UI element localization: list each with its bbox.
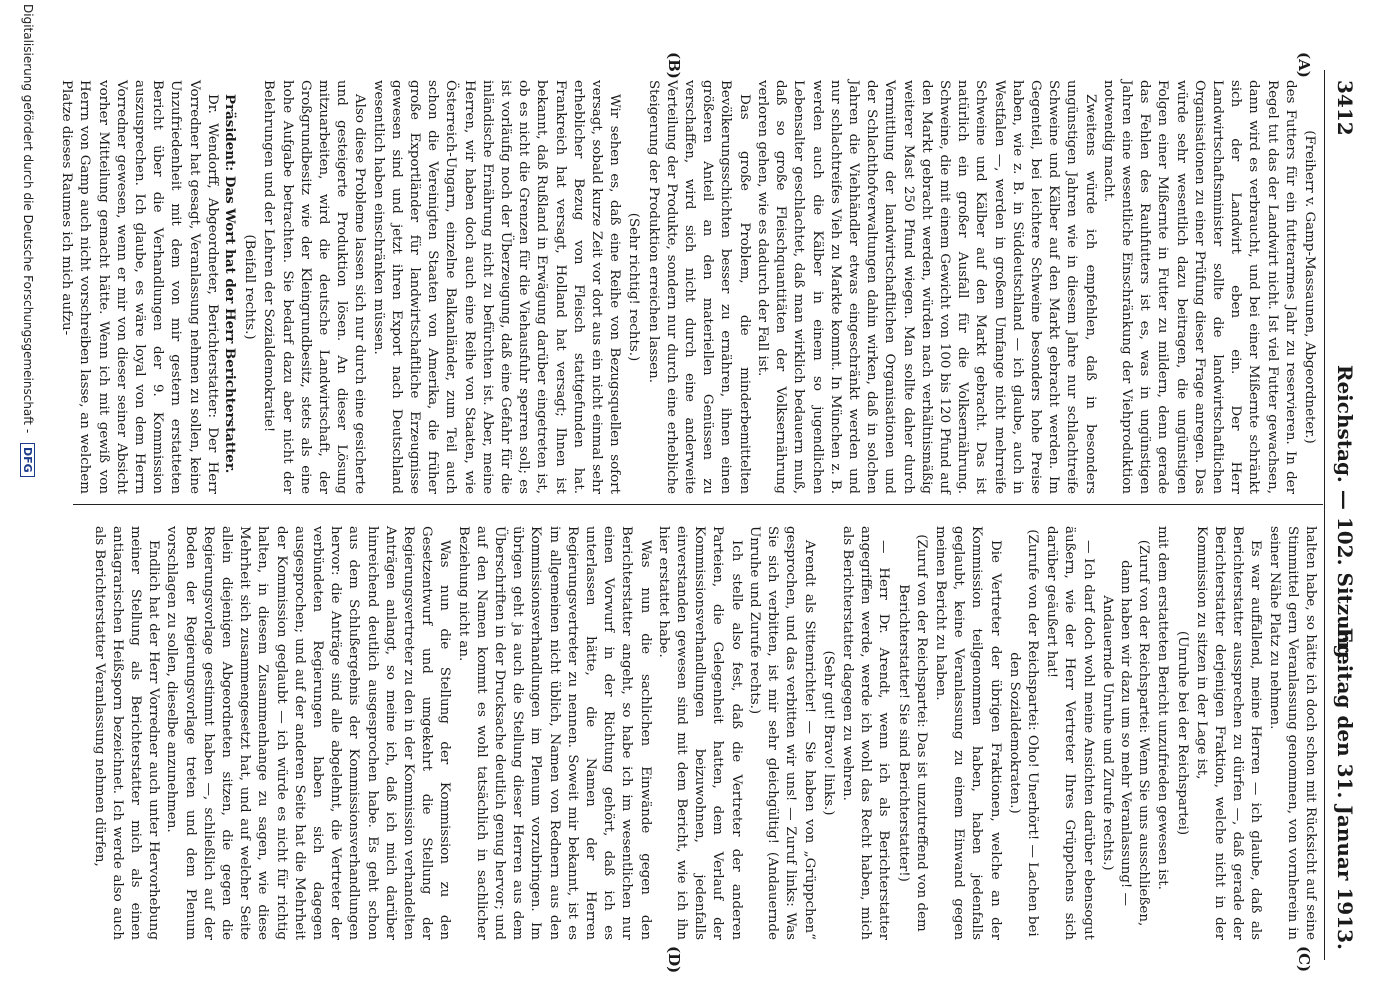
margin-marker-b: (B) <box>665 52 683 79</box>
interjection: (Beifall rechts.) <box>242 234 258 340</box>
footer-text: Digitalisierung gefördert durch die Deutsche Forschungsgemeinschaft - <box>21 4 35 434</box>
interjection: (Sehr gut! Bravo! links.) <box>820 650 836 816</box>
margin-marker-c: (C) <box>1295 946 1313 973</box>
right-column <box>79 526 1319 940</box>
interjection: (Sehr richtig! rechts.) <box>626 212 642 362</box>
paragraph: — Ich darf doch wohl meine Ansichten darüber ebensogut äußern, wie der Herr Vertreter Ihres Grüppchens sich darüber geäußert hat! <box>1044 526 1096 940</box>
interjection: (Zuruf von der Reichspartei: Das ist unzutreffend von dem Berichterstatter! Sie sind Berichterstatter!) <box>895 534 929 932</box>
paragraph: Zweitens würde ich empfehlen, daß in besonders ungünstigen Jahren wie in diesem Jahre nur schlachtreife Schweine und Kälber auf den Markt gebracht werden. Im Gegenteil, bei leichtere Schweine besonders hohe Preise haben, wie z. B. in Süddeutschland — ich glaube, auch in Westfalen —, werden in großem Umfange nicht mehrreife Schweine und Kälber auf den Markt gebracht. Das ist natürlich ein großer Ausfall für die Volksernährung. Schweine, die mit einem Gewicht von 100 bis 120 Pfund auf den Markt gebracht werden, würden nach verhältnismäßig weiterer Mast 250 Pfund wiegen. Man sollte daher durch Vermittlung der landwirtschaftlichen Organisationen und der Schlachthofverwaltungen dahin wirken, daß in solchen Jahren die Viehhändler etwas eingeschränkt werden und nur schlachtreifes Vieh zu Markte kommt. In München z. B. werden auch die Kälber in einem so jugendlichen Lebensalter geschlachtet, daß man wirklich bedauern muß, daß so große Fleischquantitäten der Volksernährung verloren gehen, wie es dadurch der Fall ist. <box>754 80 1098 494</box>
paragraph: mit dem erstatteten Bericht unzufrieden gewesen ist. <box>1155 526 1171 890</box>
margin-marker-a: (A) <box>1295 52 1313 78</box>
margin-marker-d: (D) <box>665 946 683 974</box>
paragraph: Die Vertreter der übrigen Fraktionen, welche an der Kommission teilgenommen haben, haben jedenfalls geglaubt, keine Veranlassung zu einem Einwand gegen meinen Bericht zu haben. <box>932 526 1003 940</box>
page-header <box>1327 80 1357 950</box>
interjection: (Unruhe bei der Reichspartei) <box>1174 630 1190 836</box>
page-date: Freitag den 31. Januar 1913. <box>1333 627 1357 950</box>
left-column <box>59 80 1319 494</box>
paragraph: des Futters für ein futterarmes Jahr zu reservieren. In der Regel tut das der Landwirt nicht. Ist viel Futter gewachsen, dann wird es verbraucht, und bei einer Mißernte schränkt sich der Landwirt eben ein. Der Herr Landwirtschaftsminister sollte die landwirtschaftlichen Organisationen zu einer Prüfung dieser Frage anregen. Das würde sehr wesentlich dazu beitragen, die ungünstigen Folgen einer Mißernte in Futter zu mildern, denn gerade das Fehlen des Rauhfutters ist es, was in ungünstigen Jahren eine wesentliche Einschränkung der Viehproduktion notwendig macht. <box>1100 80 1298 494</box>
dfg-logo: DFG <box>20 443 35 477</box>
paragraph: — Herr Dr. Arendt, wenn ich als Berichterstatter angegriffen werde, werde ich wohl das Recht haben, mich als Berichterstatter dagegen zu wehren. <box>839 526 892 940</box>
paragraph: Präsident: Das Wort hat der Herr Berichterstatter. <box>222 94 239 474</box>
paragraph: Also diese Probleme lassen sich nur durch eine gesicherte und gesteigerte Produktion lösen. An dieser Lösung mitzuarbeiten, wird die deutsche Landwirtschaft, der Großgrundbesitz wie der Kleingrundbesitz, stets als eine hohe Aufgabe betrachten. Sie bedarf dazu aber nicht der Belehrungen und der Lehren der Sozialdemokratie! <box>261 80 368 494</box>
paragraph: Arendt als Sittenrichter! — Sie haben von „Grüppchen“ gesprochen, und das verbitten wir uns! — Zuruf links: Was Sie sich verbitten, ist mir sehr gleichgültig! (Andauernde Unruhe und Zurufe rechts.) <box>746 526 817 940</box>
paragraph: Was nun die Stellung der Kommission zu den Gesetzentwurf und umgekehrt die Stellung der Regierungsvertreter zu den in der Kommission verhandelten Anträgen anlangt, so meine ich, daß ich mich darüber hinreichend deutlich ausgesprochen habe. Es geht schon aus dem Schlußergebnis der Kommissionsverhandlungen hervor: die Anträge sind alle abgelehnt, die Vertreter der verbündeten Regierungen haben sich dagegen ausgesprochen; und auf der anderen Seite hat die Mehrheit der Kommission geglaubt — ich würde es nicht für richtig halten, in diesem Zusammenhange zu sagen, wie diese Mehrheit sich zusammengesetzt hat, und auf welcher Seite allein diejenigen Abgeordneten sitzen, die gegen die Regierungsvorlage gestimmt haben —, schließlich auf der Boden der Regierungsvorlage treten und dem Plenum vorschlagen zu sollen, dieselbe anzunehmen. <box>164 526 453 940</box>
paragraph: Es war auffallend, meine Herren — ich glaube, daß als Berichterstatter aussprechen zu dürfen —, daß gerade der Berichterstatter derjenigen Fraktion, welche nicht in der Kommission zu sitzen in der Lage ist, <box>1193 526 1264 940</box>
page-title: Reichstag. — 102. Sitzung. <box>1333 364 1357 666</box>
paragraph: Wir sehen es, daß eine Reihe von Bezugsquellen sofort versagt, sobald kurze Zeit vor dort aus ein nicht einmal sehr erheblicher Bezug von Fleisch stattgefunden hat. Frankreich hat versagt, Holland hat versagt; Ihnen ist bekannt, daß Rußland in Erwägung darüber eingetreten ist, ob es nicht die Grenzen für die Viehausfuhr sperren soll; es ist vorläufig noch der Überzeugung, daß eine Gefahr für die inländische Ernährung nicht zu befürchten ist. Aber, meine Herren, wir haben doch auch eine Reihe von Staaten, wie Österreich-Ungarn, einzelne Balkanländer, zum Teil auch schon die Vereinigten Staaten von Amerika, die früher große Exportländer für landwirtschaftliche Erzeugnisse gewesen sind und jetzt ihren Export nach Deutschland wesentlich haben einschränken müssen. <box>370 80 623 494</box>
column-rule <box>73 504 1323 505</box>
header-rule <box>1324 70 1325 960</box>
digitization-footer <box>15 0 35 1004</box>
paragraph: Was nun die sachlichen Einwände gegen den Berichterstatter angeht, so habe ich im wesentlichen nur einen Vorwurf in der Richtung gehört, daß ich es unterlassen hätte, die Namen der Herren Regierungsvertreter zu nennen. Soweit mir bekannt, ist es im allgemeinen nicht üblich, Namen von Rednern aus den Kommissionsverhandlungen im Plenum vorzubringen. Im übrigen geht ja auch die Stellung dieser Herren aus dem Überschriften in der Drucksache deutlich genug hervor; und auf den Namen kommt es wohl tatsächlich in sachlicher Beziehung nicht an. <box>455 526 653 940</box>
page-number: 3412 <box>1333 80 1357 136</box>
speaker-line: (Freiherr v. Gamp-Massaunen, Abgeordneter.) <box>1302 130 1317 444</box>
paragraph: Endlich hat der Herr Vorredner auch unter Hervorhebung meiner Stellung als Berichterstatter mich als einen antiagrarischen Heißsporn bezeichnet. Ich werde also auch als Berichterstatter Veranlassung nehmen dürfen, <box>91 526 162 940</box>
paragraph: Dr. Wendorff, Abgeordneter, Berichterstatter: Der Herr Vorredner hat gesagt, Veranlassung nehmen zu sollen, keine Unzufriedenheit mit dem von mir gestern erstatteten Bericht über die Verhandlungen der 9. Kommission auszusprechen. Ich glaube, es wäre loyal von dem Herrn Vorredner gewesen, wenn er mir von dieser seiner Absicht vorher Mitteilung gemacht hätte. Wenn ich mit gewiß von Herrn von Gamp auch nicht vorschreiben lasse, an welchem Platze dieses Raumes ich mich aufzu- <box>59 80 220 494</box>
paragraph: halten habe, so hätte ich doch schon mit Rücksicht auf seine Stimmittel gern Veranlassung genommen, von vornherein in seiner Nähe Platz zu nehmen. <box>1266 526 1318 940</box>
paragraph: Ich stelle also fest, daß die Vertreter der anderen Parteien, die Gelegenheit hatten, dem Verlauf der Kommissionsverhandlungen beizuwohnen, jedenfalls einverstanden gewesen sind mit dem Bericht, wie ich ihn hier erstattet habe. <box>655 526 744 940</box>
interjection: (Zurufe von der Reichspartei: Oho! Unerhört! — Lachen bei den Sozialdemokraten.) <box>1006 529 1040 937</box>
interjection: (Zuruf von der Reichspartei: Wenn Sie uns ausschließen, dann haben wir dazu um so mehr Veranlassung! — Andauernde Unruhe und Zurufe rechts.) <box>1099 539 1152 927</box>
paragraph: Das große Problem, die minderbemittelten Bevölkerungsschichten besser zu ernähren, ihnen einen größeren Anteil an den materiellen Genüssen zu verschaffen, wird sich nicht durch eine anderweite Verteilung der Produkte, sondern nur durch eine erhebliche Steigerung der Produktion erreichen lassen. <box>645 80 752 494</box>
